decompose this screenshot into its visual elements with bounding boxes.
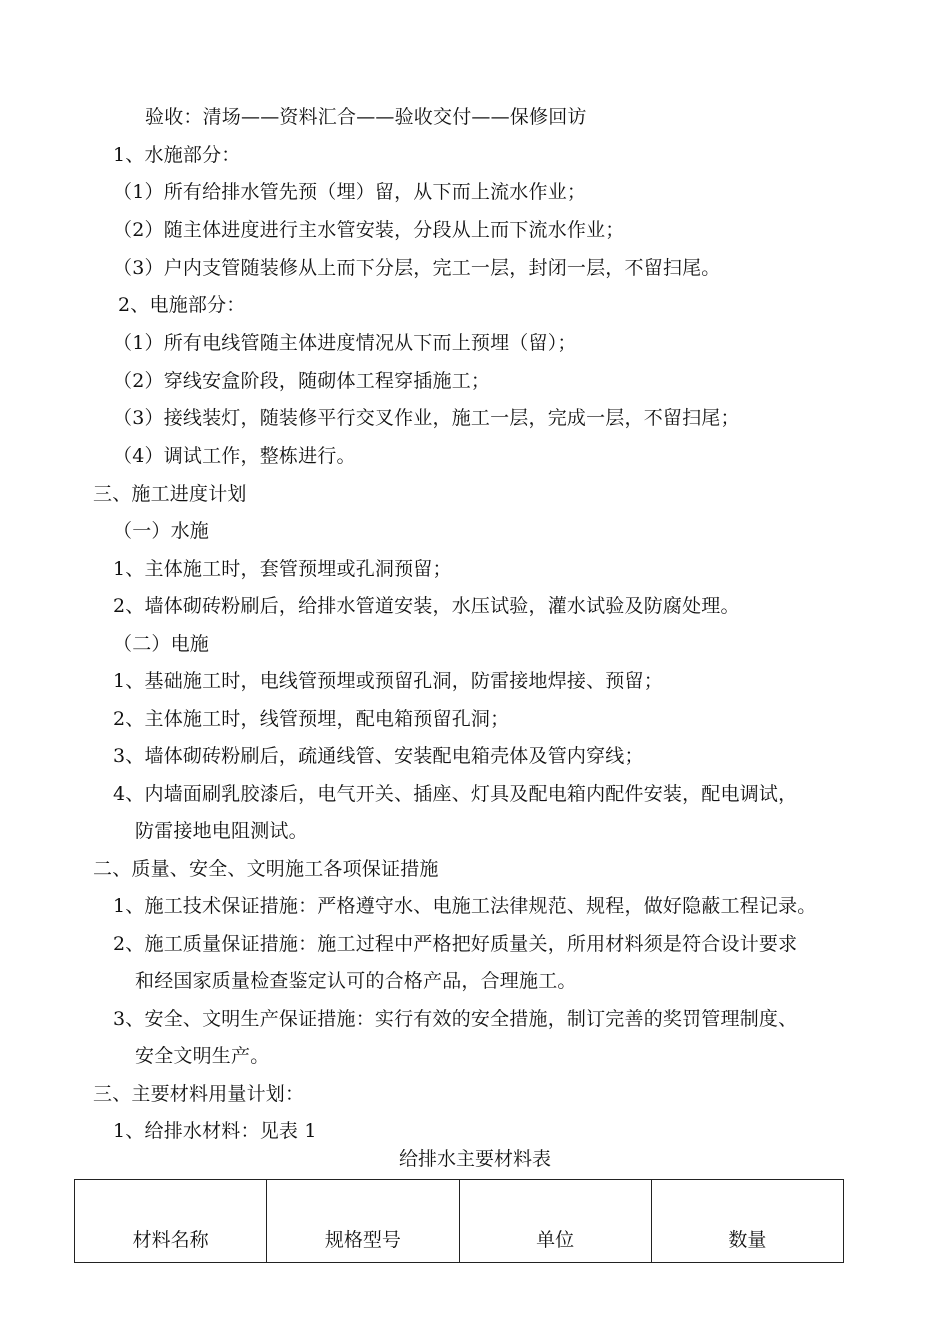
material-item-1: 1、给排水材料：见表 1 bbox=[113, 1120, 317, 1142]
electric-item-1: （1）所有电线管随主体进度情况从下而上预埋（留）； bbox=[113, 332, 577, 354]
table-header-row bbox=[75, 1180, 844, 1263]
measure-item-2-cont: 和经国家质量检查鉴定认可的合格产品，合理施工。 bbox=[135, 970, 577, 992]
header-unit: 单位 bbox=[459, 1180, 651, 1263]
electric-item-3: （3）接线装灯，随装修平行交叉作业，施工一层，完成一层，不留扫尾； bbox=[113, 407, 740, 429]
measure-item-3: 3、安全、文明生产保证措施：实行有效的安全措施，制订完善的奖罚管理制度、 bbox=[113, 1008, 798, 1030]
water-item-2: （2）随主体进度进行主水管安装，分段从上而下流水作业； bbox=[113, 219, 625, 241]
water-item-1: （1）所有给排水管先预（埋）留，从下而上流水作业； bbox=[113, 181, 587, 203]
measure-item-2: 2、施工质量保证措施：施工过程中严格把好质量关，所用材料须是符合设计要求 bbox=[113, 933, 798, 955]
measure-item-1: 1、施工技术保证措施：严格遵守水、电施工法律规范、规程，做好隐蔽工程记录。 bbox=[113, 895, 817, 917]
heading-schedule-plan: 三、施工进度计划 bbox=[93, 483, 247, 505]
materials-table bbox=[74, 1179, 844, 1263]
subheading-water: （一）水施 bbox=[113, 520, 210, 542]
schedule-electric-item-3: 3、墙体砌砖粉刷后，疏通线管、安装配电箱壳体及管内穿线； bbox=[113, 745, 644, 767]
schedule-electric-item-4: 4、内墙面刷乳胶漆后，电气开关、插座、灯具及配电箱内配件安装，配电调试， bbox=[113, 783, 798, 805]
schedule-water-item-2: 2、墙体砌砖粉刷后，给排水管道安装，水压试验，灌水试验及防腐处理。 bbox=[113, 595, 740, 617]
header-quantity: 数量 bbox=[651, 1180, 843, 1263]
section-heading-water: 1、水施部分： bbox=[113, 144, 241, 166]
header-spec-model: 规格型号 bbox=[267, 1180, 459, 1263]
schedule-water-item-1: 1、主体施工时，套管预埋或孔洞预留； bbox=[113, 558, 452, 580]
table-title: 给排水主要材料表 bbox=[398, 1148, 551, 1170]
subheading-electric: （二）电施 bbox=[113, 633, 210, 655]
header-material-name: 材料名称 bbox=[75, 1180, 267, 1263]
measure-item-3-cont: 安全文明生产。 bbox=[135, 1045, 270, 1067]
heading-guarantee-measures: 二、质量、安全、文明施工各项保证措施 bbox=[93, 858, 439, 880]
section-heading-electric: 2、电施部分： bbox=[118, 294, 246, 316]
heading-material-plan: 三、主要材料用量计划： bbox=[93, 1083, 305, 1105]
schedule-electric-item-2: 2、主体施工时，线管预埋，配电箱预留孔洞； bbox=[113, 708, 510, 730]
water-item-3: （3）户内支管随装修从上而下分层，完工一层，封闭一层，不留扫尾。 bbox=[113, 257, 721, 279]
electric-item-2: （2）穿线安盒阶段，随砌体工程穿插施工； bbox=[113, 370, 491, 392]
schedule-electric-item-4-cont: 防雷接地电阻测试。 bbox=[135, 820, 308, 842]
acceptance-flow-line: 验收：清场——资料汇合——验收交付——保修回访 bbox=[145, 106, 587, 128]
schedule-electric-item-1: 1、基础施工时，电线管预埋或预留孔洞，防雷接地焊接、预留； bbox=[113, 670, 663, 692]
electric-item-4: （4）调试工作，整栋进行。 bbox=[113, 445, 356, 467]
